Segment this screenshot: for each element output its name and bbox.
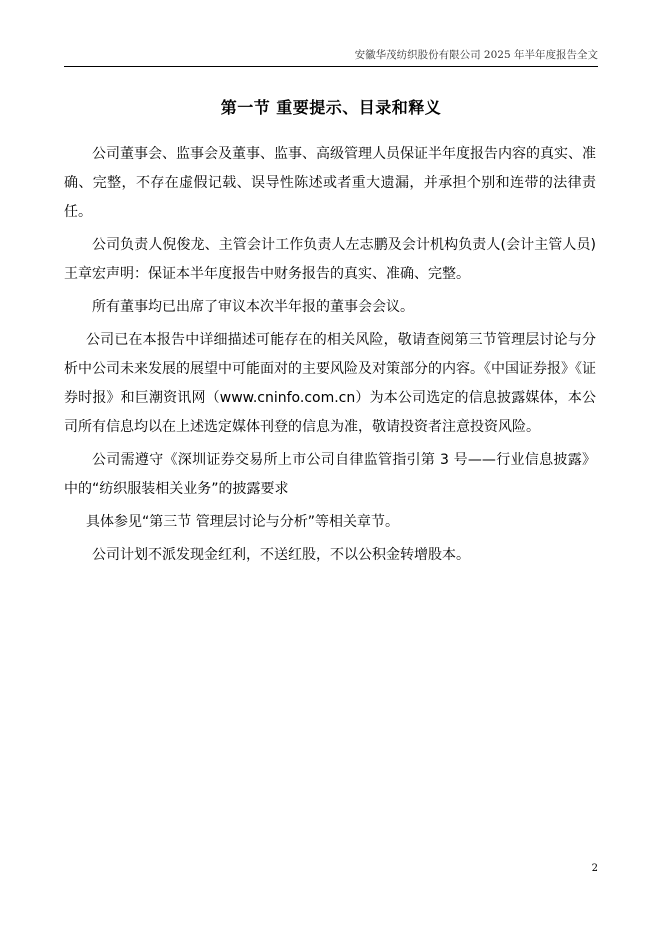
section-title: 第一节 重要提示、目录和释义 bbox=[220, 98, 442, 117]
paragraph-section-reference: 具体参见“第三节 管理层讨论与分析”等相关章节。 bbox=[86, 514, 399, 530]
paragraph-disclosure-guideline: 公司需遵守《深圳证券交易所上市公司自律监管指引第 3 号——行业信息披露》中的“纺织服装相关业务”的披露要求 bbox=[64, 452, 596, 497]
page-header bbox=[64, 46, 598, 67]
document-body bbox=[64, 140, 596, 574]
page-number: 2 bbox=[591, 863, 598, 874]
paragraph-financial-statement-declaration: 公司负责人倪俊龙、主管会计工作负责人左志鹏及会计机构负责人(会计主管人员)王章宏声明：保证本半年度报告中财务报告的真实、准确、完整。 bbox=[64, 237, 596, 282]
header-text: 安徽华茂纺织股份有限公司 2025 年半年度报告全文 bbox=[354, 49, 598, 61]
paragraph-dividend-plan: 公司计划不派发现金红利，不送红股，不以公积金转增股本。 bbox=[92, 547, 470, 563]
paragraph-risk-notice: 公司已在本报告中详细描述可能存在的相关风险，敬请查阅第三节管理层讨论与分析中公司未来发展的展望中可能面对的主要风险及对策部分的内容。《中国证券报》《证券时报》和巨潮资讯网（www.cninfo.com.cn）为本公司选定的信息披露媒体，本公司所有信息均以在上述选定媒体刊登的信息为准，敬请投资者注意投资风险。 bbox=[64, 332, 596, 435]
paragraph-board-guarantee: 公司董事会、监事会及董事、监事、高级管理人员保证半年度报告内容的真实、准确、完整，不存在虚假记载、误导性陈述或者重大遗漏，并承担个别和连带的法律责任。 bbox=[64, 146, 596, 220]
paragraph-director-attendance: 所有董事均已出席了审议本次半年报的董事会会议。 bbox=[92, 299, 414, 315]
